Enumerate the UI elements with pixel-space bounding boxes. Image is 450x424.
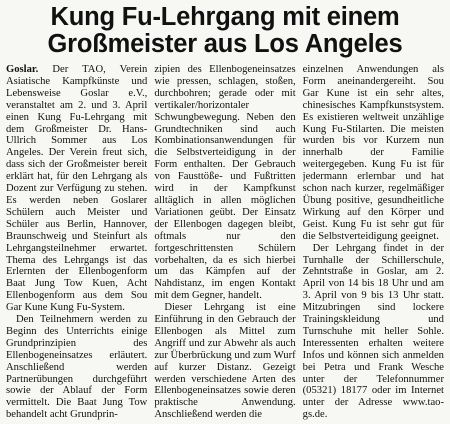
- paragraph: zipien des Ellenbogeneinsatzes wie pressen, schlagen, stoßen, durchbohren; gerade oder mit vertikaler/horizontaler Schwungbewegung. Neben den Grundtechniken sind auch Kombinationsanwendungen für die Selbstverteidigung in der Form enthalten. Der Gebrauch von Fausttöße- und Fußtritten wird in der Kampfkunst alltäglich in allen möglichen Variationen geübt. Der Einsatz der Ellenbogen dagegen bleibt, oftmals nur den fortgeschrittensten Schülern vorbehalten, da es sich hierbei um das Kämpfen auf der Nahdistanz, im engen Kontakt mit dem Gegner, handelt.: [154, 64, 296, 302]
- article-body: [6, 64, 444, 420]
- column-1: [6, 64, 147, 420]
- paragraph: Den Teilnehmern werden zu Beginn des Unterrichts einige Grundprinzipien des Ellenbogeneinsatzes erläutert. Anschließend werden Partnerübungen durchgeführt sowie der Ablauf der Form vermittelt. Die Baat Jung Tow behandelt acht Grundprin-: [6, 314, 148, 420]
- paragraph: Dieser Lehrgang ist eine Einführung in den Gebrauch der Ellenbogen als Mittel zum Angriff und zur Abwehr als auch zur Überbrückung und zum Wurf auf kurzer Distanz. Gezeigt werden verschiedene Arten des Ellenbogeneinsatzes sowie deren praktische Anwendung. Anschließend werden die: [154, 302, 296, 420]
- paragraph: einzelnen Anwendungen als Form aneinandergereiht. Sou Gar Kune ist ein sehr altes, chinesisches Kampfkunstsystem. Es existieren weltweit unzählige Kung Fu-Stilarten. Die meisten wurden bis vor Kurzem nun innerhalb der Familie weitergegeben. Kung Fu ist für jedermann erlernbar und hat schon nach kurzer, regelmäßiger Übung positive, gesundheitliche Wirkung auf den Körper und Geist. Kung Fu ist sehr gut für die Selbstverteidigung geeignet.: [302, 64, 444, 242]
- paragraph: Der Lehrgang findet in der Turnhalle der Schillerschule, Zehntstraße in Goslar, am 2. April von 14 bis 18 Uhr und am 3. April von 9 bis 13 Uhr statt. Mitzubringen sind lockere Trainingskleidung und Turnschuhe mit heller Sohle. Interessenten erhalten weitere Infos und können sich anmelden bei Petra und Frank Wesche unter der Telefonnummer (05321) 18177 oder im Internet unter der Adresse www.tao-gs.de.: [302, 242, 444, 420]
- article-headline: [6, 4, 444, 58]
- headline-line-2: Großmeister aus Los Angeles: [47, 30, 403, 58]
- column-2: [154, 64, 295, 420]
- paragraph: [6, 64, 147, 314]
- dateline: Goslar.: [6, 64, 39, 75]
- paragraph-text: Der TAO, Verein Asiatische Kampfkünste und Lebensweise Goslar e.V., veranstaltet am 2. und 3. April einen Kung Fu-Lehrgang mit dem Großmeister Dr. Hans-Ullrich Sommer aus Los Angeles. Der Verein freut sich, dass sich der Großmeister bereit erklärt hat, für den Lehrgang als Dozent zur Verfügung zu stehen. Es werden neben Goslarer Schülern auch Meister und Schüler aus Berlin, Hannover, Braunschweig und Steinfurt als Lehrgangsteilnehmer erwartet. Thema des Lehrgangs ist das Erlernten der Ellenbogenform Baat Jung Tow Kuen, Acht Ellenbogenform aus dem Sou Gar Kune Kung Fu-System.: [6, 64, 148, 314]
- column-3: [303, 64, 444, 420]
- headline-line-1: Kung Fu-Lehrgang mit einem: [50, 3, 400, 31]
